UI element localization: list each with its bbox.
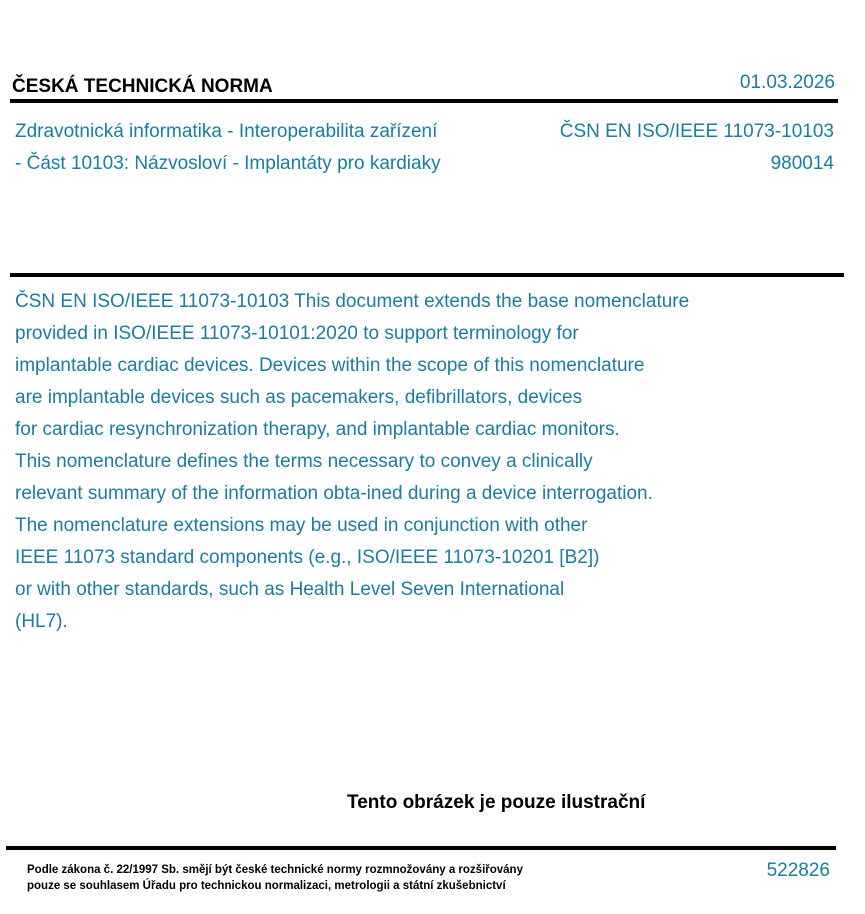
header-divider <box>10 99 838 103</box>
abstract-line: ČSN EN ISO/IEEE 11073-10103 This document extends the base nomenclature <box>15 291 690 312</box>
abstract-divider <box>10 273 844 277</box>
legal-notice <box>27 862 523 894</box>
abstract-line: implantable cardiac devices. Devices within the scope of this nomenclature <box>15 355 645 376</box>
abstract-line: are implantable devices such as pacemakers, defibrillators, devices <box>15 387 583 408</box>
class-number: 980014 <box>770 153 834 174</box>
abstract-line: or with other standards, such as Health Level Seven International <box>15 579 565 600</box>
abstract-line: (HL7). <box>15 611 68 632</box>
abstract-line: This nomenclature defines the terms necessary to convey a clinically <box>15 451 593 472</box>
footer-divider <box>6 846 836 850</box>
abstract-line: provided in ISO/IEEE 11073-10101:2020 to support terminology for <box>15 323 579 344</box>
standard-title <box>15 116 515 180</box>
illustration-notice: Tento obrázek je pouze ilustrační <box>347 792 646 813</box>
abstract-line: for cardiac resynchronization therapy, and implantable cardiac monitors. <box>15 419 620 440</box>
standard-title-line: - Část 10103: Názvosloví - Implantáty pro kardiaky <box>15 153 441 174</box>
catalog-number: 522826 <box>766 860 830 881</box>
standard-code: ČSN EN ISO/IEEE 11073-10103 <box>559 121 834 142</box>
standard-identifier <box>560 116 834 180</box>
standard-title-line: Zdravotnická informatika - Interoperabilita zařízení <box>15 121 438 142</box>
document-type-title: ČESKÁ TECHNICKÁ NORMA <box>12 76 273 97</box>
abstract-line: relevant summary of the information obta-ined during a device interrogation. <box>15 483 653 504</box>
legal-notice-line: pouze se souhlasem Úřadu pro technickou normalizaci, metrologii a státní zkušebnictví <box>27 880 506 892</box>
abstract-line: IEEE 11073 standard components (e.g., ISO/IEEE 11073-10201 [B2]) <box>15 547 600 568</box>
legal-notice-line: Podle zákona č. 22/1997 Sb. smějí být české technické normy rozmnožovány a rozšiřovány <box>27 864 523 876</box>
abstract-line: The nomenclature extensions may be used in conjunction with other <box>15 515 588 536</box>
publication-date: 01.03.2026 <box>739 72 835 93</box>
abstract-text <box>15 286 815 638</box>
